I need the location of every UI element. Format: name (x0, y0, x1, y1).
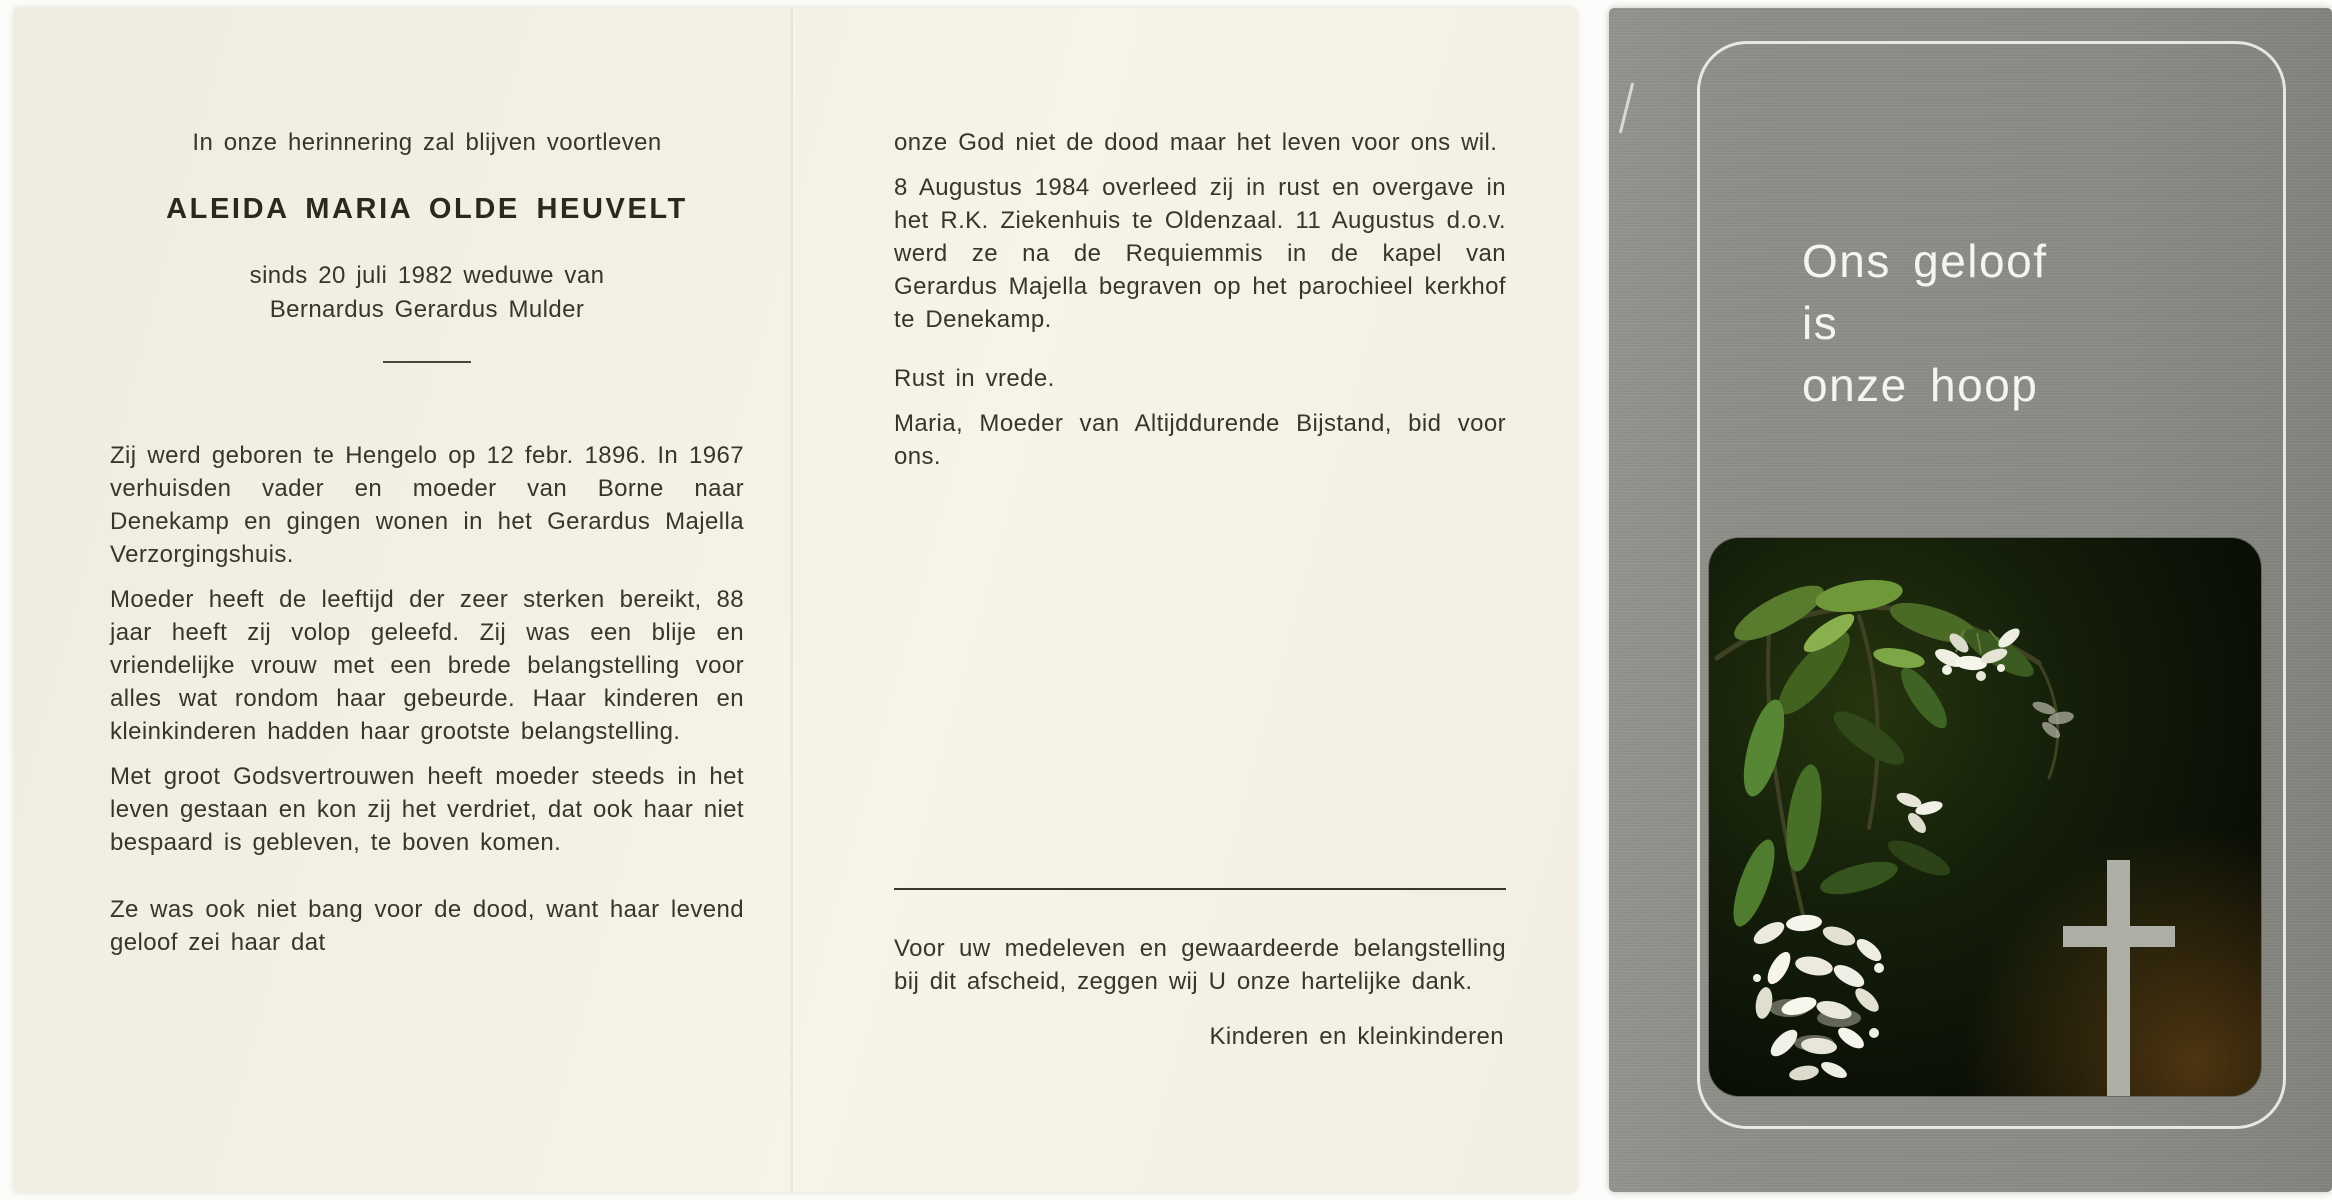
left-page (110, 126, 744, 971)
deceased-name: ALEIDA MARIA OLDE HEUVELT (166, 193, 688, 225)
acknowledgement-block (894, 888, 1506, 1053)
biography-paragraph-3: Met groot Godsvertrouwen heeft moeder steeds in het leven gestaan en kon zij het verdriet, dat ook haar niet bespaard is gebleven, te boven komen. (110, 763, 744, 856)
widow-line-1: sinds 20 juli 1982 weduwe van (249, 262, 605, 289)
cover-title (1802, 230, 2047, 416)
fold-crease (790, 8, 796, 1192)
continuation-paragraph: onze God niet de dood maar het leven voor ons wil. (894, 129, 1498, 156)
middle-page (894, 126, 1506, 485)
memorial-intro-line: In onze herinnering zal blijven voortleven (192, 129, 662, 156)
cover-title-line-3: onze hoop (1802, 359, 2039, 411)
scan-scratch (1619, 82, 1634, 133)
biography-paragraph-4: Ze was ook niet bang voor de dood, want haar levend geloof zei haar dat (110, 896, 744, 956)
flower-photo (1709, 538, 2261, 1096)
biography-paragraph-1: Zij werd geboren te Hengelo op 12 febr. 1896. In 1967 verhuisden vader en moeder van Borne naar Denekamp en gingen wonen in het Gerardus Majella Verzorgingshuis. (110, 442, 744, 568)
rest-in-peace-line: Rust in vrede. (894, 365, 1055, 392)
prayer-line: Maria, Moeder van Altijddurende Bijstand, bid voor ons. (894, 410, 1506, 470)
widow-line-2: Bernardus Gerardus Mulder (269, 296, 585, 323)
biography-paragraph-2: Moeder heeft de leeftijd der zeer sterken bereikt, 88 jaar heeft zij volop geleefd. Zij was een blije en vriendelijke vrouw met een brede belangstelling voor alles wat rondom haar gebeurde. Haar kinderen en kleinkinderen hadden haar grootste belangstelling. (110, 586, 744, 745)
cover-title-line-1: Ons geloof (1802, 235, 2048, 287)
section-divider (383, 361, 471, 363)
cover-title-line-2: is (1802, 297, 1839, 349)
horizontal-rule (894, 888, 1506, 890)
signature-line: Kinderen en kleinkinderen (1209, 1023, 1504, 1050)
cover-page (1609, 8, 2332, 1192)
death-notice-paragraph: 8 Augustus 1984 overleed zij in rust en overgave in het R.K. Ziekenhuis te Oldenzaal. 11 Augustus d.o.v. werd ze na de Requiemmis in de kapel van Gerardus Majella begraven op het parochieel kerkhof te Denekamp. (894, 174, 1506, 333)
inner-pages-paper (14, 8, 1576, 1192)
thanks-paragraph: Voor uw medeleven en gewaardeerde belangstelling bij dit afscheid, zeggen wij U onze hartelijke dank. (894, 935, 1506, 995)
